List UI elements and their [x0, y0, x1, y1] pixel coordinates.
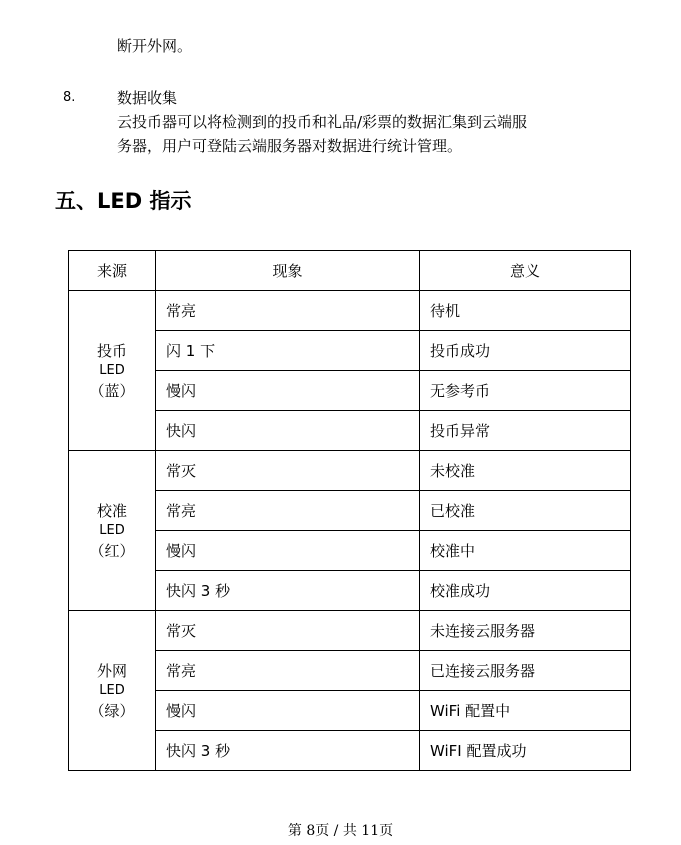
- meaning-cell: 投币异常: [420, 411, 631, 451]
- source-led: LED: [99, 522, 125, 538]
- intro-text: 断开外网。: [117, 37, 193, 55]
- list-number: 8.: [63, 90, 76, 105]
- phenomenon-cell: 闪 1 下: [156, 331, 420, 371]
- phenomenon-cell: 快闪 3 秒: [156, 571, 420, 611]
- meaning-cell: WiFI 配置成功: [420, 731, 631, 771]
- header-source: 来源: [69, 251, 156, 291]
- meaning-cell: 无参考币: [420, 371, 631, 411]
- source-color: （绿）: [89, 701, 135, 720]
- source-name: 投币: [96, 341, 127, 360]
- meaning-cell: 未校准: [420, 451, 631, 491]
- table-row: [69, 611, 631, 651]
- header-meaning: 意义: [420, 251, 631, 291]
- source-color: （蓝）: [89, 381, 135, 400]
- meaning-cell: 已连接云服务器: [420, 651, 631, 691]
- source-name: 校准: [96, 501, 127, 520]
- meaning-cell: 未连接云服务器: [420, 611, 631, 651]
- table-row: [69, 291, 631, 331]
- meaning-cell: 待机: [420, 291, 631, 331]
- phenomenon-cell: 常灭: [156, 611, 420, 651]
- phenomenon-cell: 快闪: [156, 411, 420, 451]
- list-item-text: 云投币器可以将检测到的投币和礼品/彩票的数据汇集到云端服: [117, 113, 528, 131]
- table-header-row: [69, 251, 631, 291]
- header-phenomenon: 现象: [156, 251, 420, 291]
- table-row: [69, 451, 631, 491]
- meaning-cell: 校准成功: [420, 571, 631, 611]
- source-cell-calibration: [69, 451, 156, 611]
- led-table: [68, 250, 631, 771]
- meaning-cell: 投币成功: [420, 331, 631, 371]
- source-cell-network: [69, 611, 156, 771]
- meaning-cell: WiFi 配置中: [420, 691, 631, 731]
- meaning-cell: 已校准: [420, 491, 631, 531]
- meaning-cell: 校准中: [420, 531, 631, 571]
- phenomenon-cell: 慢闪: [156, 531, 420, 571]
- phenomenon-cell: 常灭: [156, 451, 420, 491]
- list-item-title: 数据收集: [117, 89, 178, 107]
- phenomenon-cell: 慢闪: [156, 371, 420, 411]
- page-footer: 第 8页 / 共 11页: [287, 823, 394, 839]
- phenomenon-cell: 常亮: [156, 651, 420, 691]
- list-item-text: 务器，用户可登陆云端服务器对数据进行统计管理。: [117, 137, 463, 155]
- source-led: LED: [99, 362, 125, 378]
- section-heading: 五、LED 指示: [55, 189, 192, 213]
- source-color: （红）: [89, 541, 135, 560]
- source-cell-coin: [69, 291, 156, 451]
- phenomenon-cell: 快闪 3 秒: [156, 731, 420, 771]
- source-name: 外网: [96, 661, 127, 680]
- source-led: LED: [99, 682, 125, 698]
- phenomenon-cell: 常亮: [156, 291, 420, 331]
- phenomenon-cell: 慢闪: [156, 691, 420, 731]
- phenomenon-cell: 常亮: [156, 491, 420, 531]
